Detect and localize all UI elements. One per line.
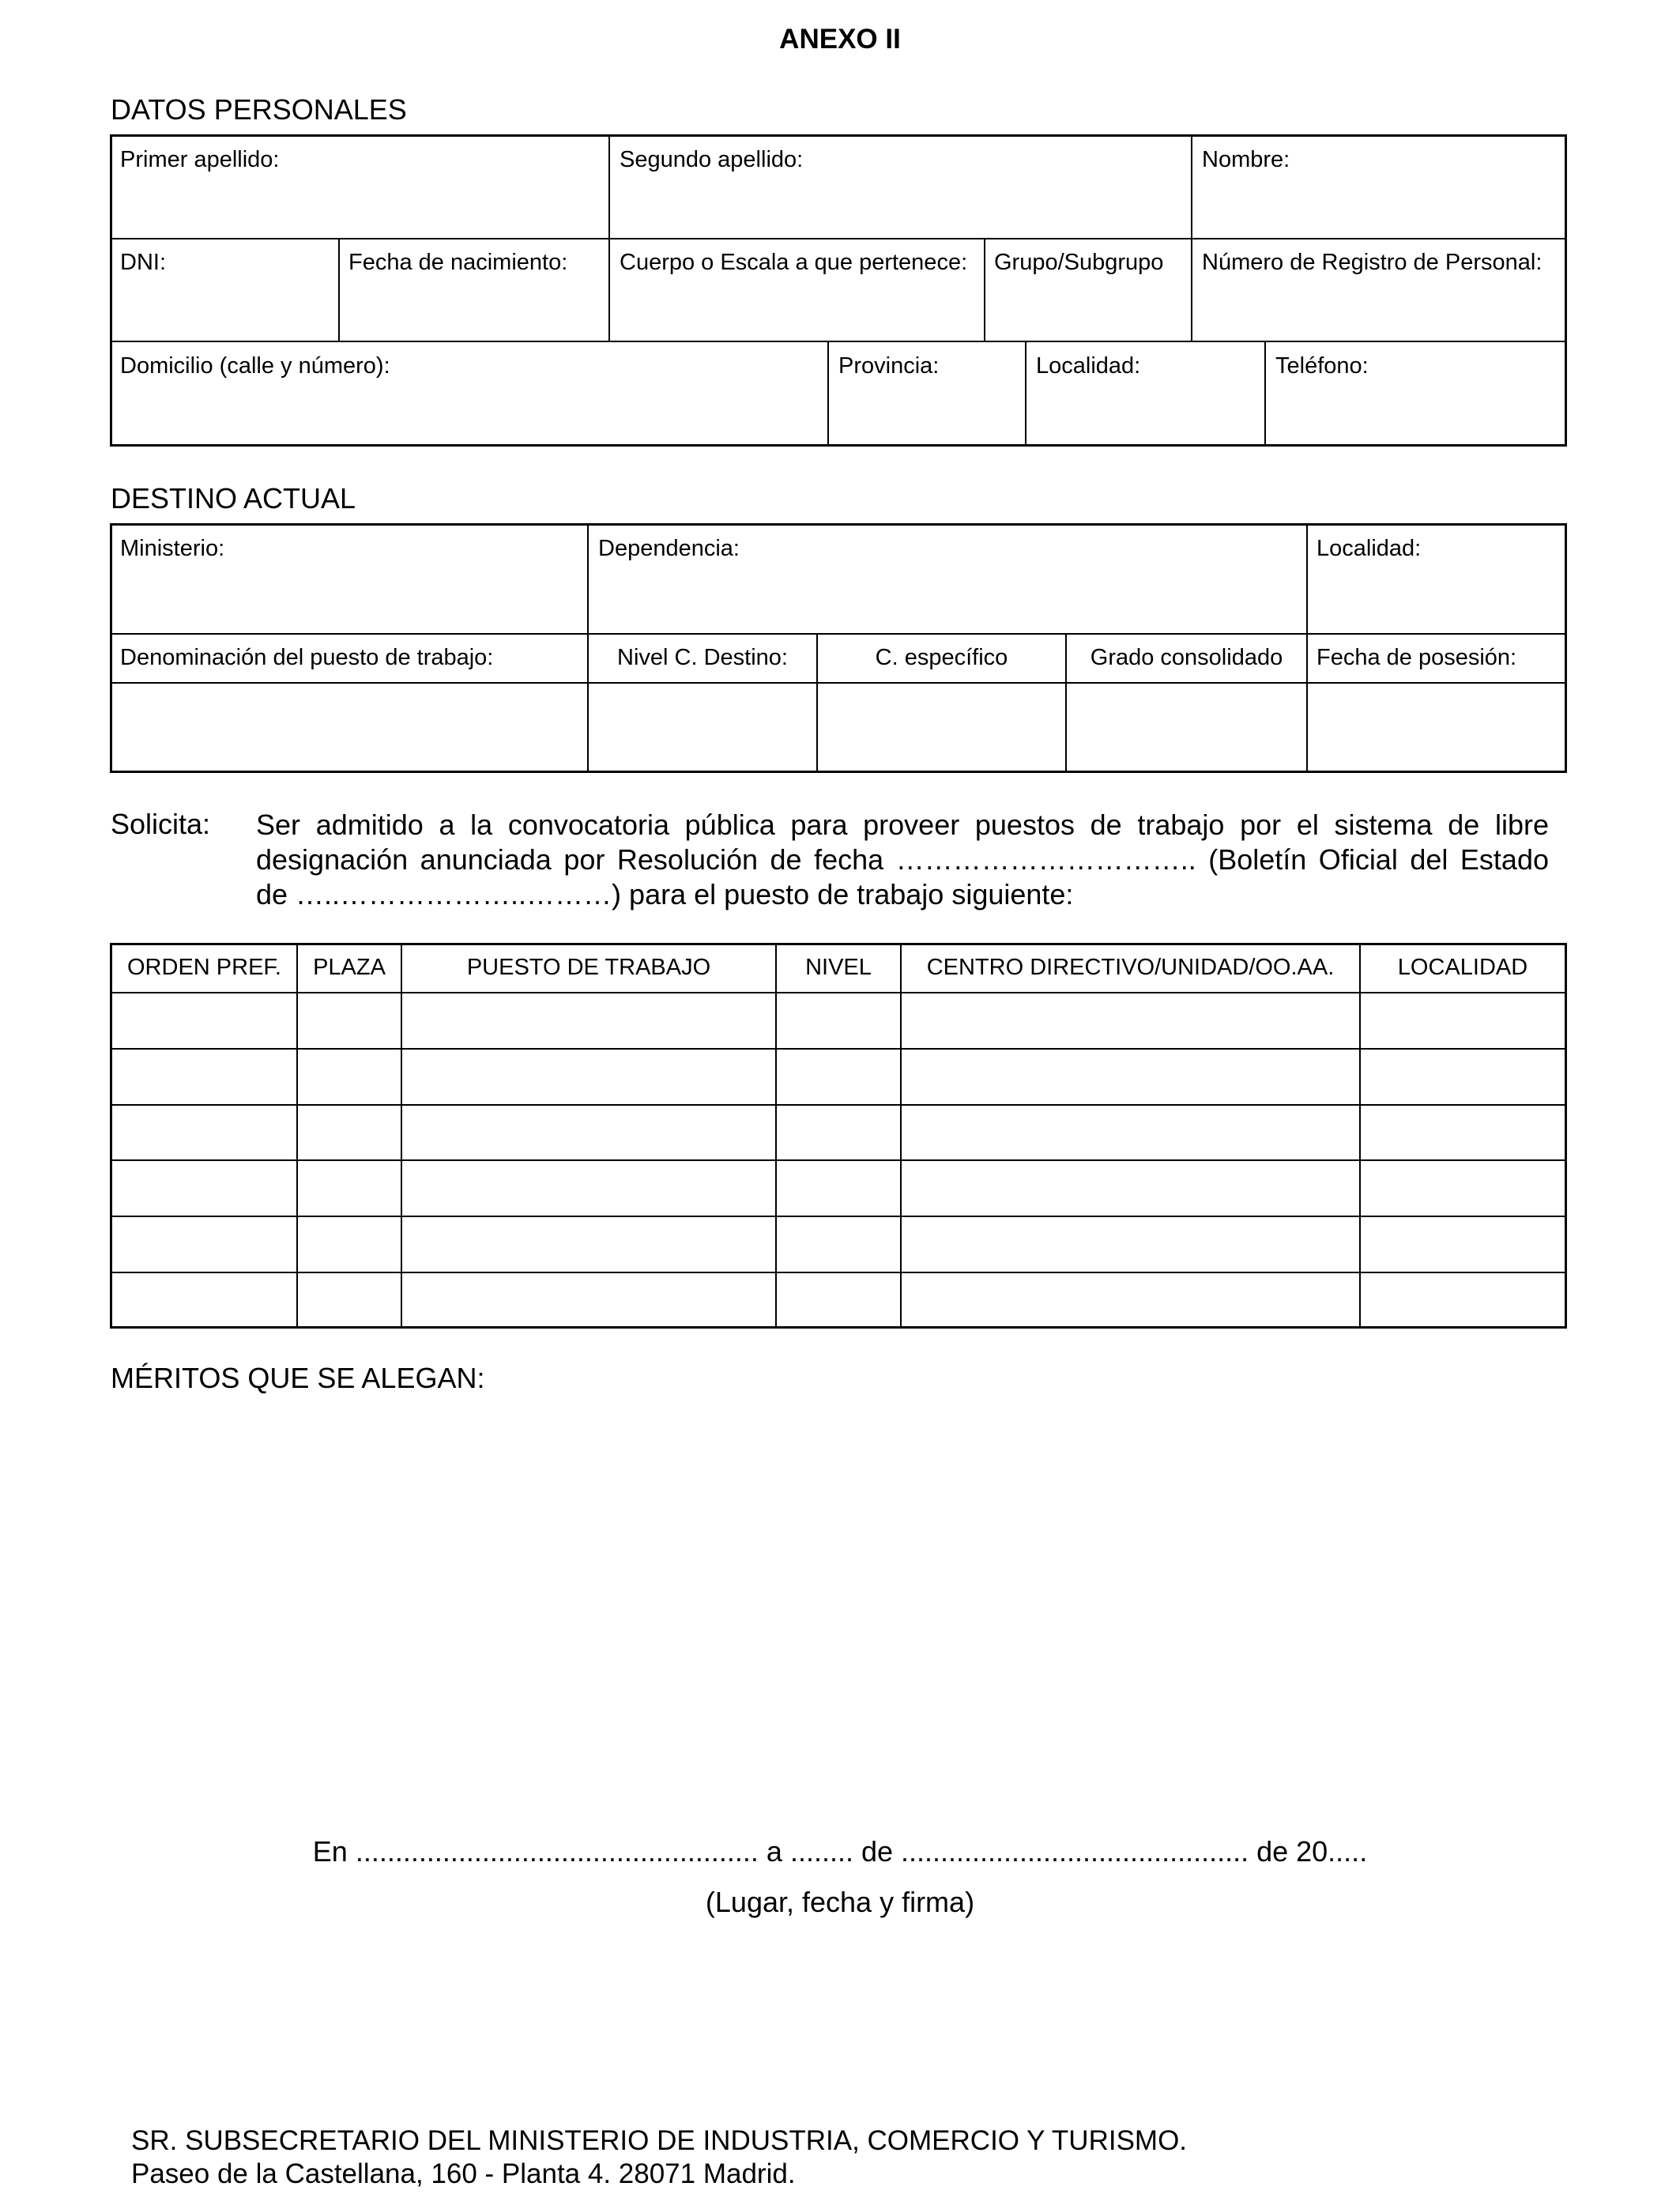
col-header-centro: CENTRO DIRECTIVO/UNIDAD/OO.AA.: [926, 955, 1335, 980]
footer-recipient: SR. SUBSECRETARIO DEL MINISTERIO DE INDUSTRIA, COMERCIO Y TURISMO.: [131, 2125, 1188, 2156]
fecha-nacimiento-field[interactable]: Fecha de nacimiento:: [348, 250, 568, 275]
table-row[interactable]: [112, 1273, 1565, 1326]
table-row[interactable]: [112, 993, 1565, 1048]
nivel-destino-label: Nivel C. Destino:: [617, 645, 788, 670]
col-header-plaza: PLAZA: [313, 955, 386, 980]
domicilio-field[interactable]: Domicilio (calle y número):: [120, 353, 390, 379]
ministerio-field[interactable]: Ministerio:: [120, 536, 225, 561]
denominacion-puesto-label: Denominación del puesto de trabajo:: [120, 645, 494, 670]
complemento-especifico-label: C. específico: [875, 645, 1008, 670]
primer-apellido-field[interactable]: Primer apellido:: [120, 147, 280, 172]
page-title: ANEXO II: [779, 24, 901, 55]
dependencia-field[interactable]: Dependencia:: [598, 536, 740, 561]
table-row[interactable]: [112, 1106, 1565, 1159]
meritos-area[interactable]: [111, 1403, 1565, 1814]
cuerpo-escala-field[interactable]: Cuerpo o Escala a que pertenece:: [620, 250, 968, 275]
firma-caption: (Lugar, fecha y firma): [705, 1886, 975, 1918]
nivel-destino-input[interactable]: [589, 684, 816, 771]
grado-consolidado-label: Grado consolidado: [1090, 645, 1283, 670]
segundo-apellido-field[interactable]: Segundo apellido:: [620, 147, 804, 172]
meritos-heading: MÉRITOS QUE SE ALEGAN:: [111, 1362, 485, 1394]
col-header-orden: ORDEN PREF.: [127, 955, 281, 980]
destino-actual-heading: DESTINO ACTUAL: [111, 482, 356, 515]
solicita-text: [256, 808, 1549, 912]
solicita-line: Ser admitido a la convocatoria pública para proveer puestos de trabajo por el sistema de libre: [256, 809, 1549, 841]
localidad-field[interactable]: Localidad:: [1036, 353, 1141, 379]
lugar-fecha-line: En ................................................... a ........ de ............................................ de 20.....: [312, 1835, 1368, 1868]
telefono-field[interactable]: Teléfono:: [1275, 353, 1369, 379]
table-row[interactable]: [112, 1050, 1565, 1104]
fecha-posesion-input[interactable]: [1308, 684, 1565, 771]
grado-consolidado-input[interactable]: [1067, 684, 1306, 771]
dni-field[interactable]: DNI:: [120, 250, 166, 275]
localidad-destino-field[interactable]: Localidad:: [1317, 536, 1422, 561]
col-header-puesto: PUESTO DE TRABAJO: [466, 955, 711, 980]
solicita-label: Solicita:: [111, 808, 211, 840]
table-row[interactable]: [112, 1161, 1565, 1216]
nombre-field[interactable]: Nombre:: [1202, 147, 1290, 172]
complemento-especifico-input[interactable]: [818, 684, 1065, 771]
table-row[interactable]: [112, 1217, 1565, 1272]
denominacion-puesto-input[interactable]: [112, 684, 587, 771]
grupo-subgrupo-field[interactable]: Grupo/Subgrupo: [994, 250, 1164, 275]
col-header-localidad: LOCALIDAD: [1397, 955, 1528, 980]
fecha-posesion-label: Fecha de posesión:: [1317, 645, 1517, 670]
footer-address: Paseo de la Castellana, 160 - Planta 4. 28071 Madrid.: [131, 2158, 796, 2189]
datos-personales-heading: DATOS PERSONALES: [111, 93, 407, 126]
solicita-line: designación anunciada por Resolución de fecha ………………………….. (Boletín Oficial del Estado: [256, 843, 1549, 876]
provincia-field[interactable]: Provincia:: [838, 353, 940, 379]
col-header-nivel: NIVEL: [805, 955, 872, 980]
nrp-field[interactable]: Número de Registro de Personal:: [1202, 250, 1543, 275]
solicita-line: de …..………………..………) para el puesto de trabajo siguiente:: [256, 878, 1074, 910]
